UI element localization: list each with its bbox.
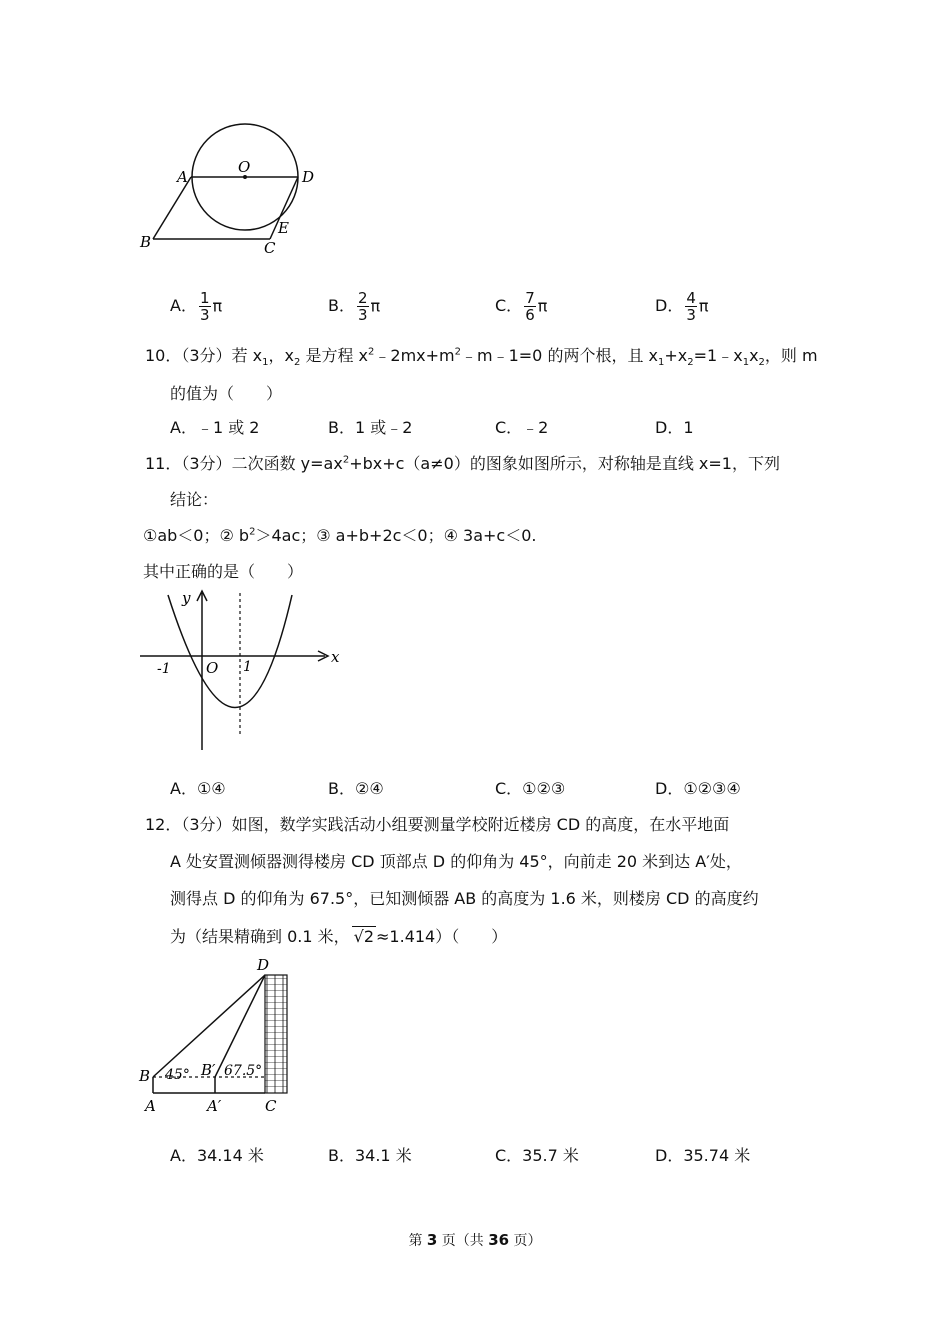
label-A: A [145,1097,156,1115]
q12-stem-line2: A 处安置测倾器测得楼房 CD 顶部点 D 的仰角为 45°，向前走 20 米到达 A′处， [170,852,742,871]
q11-option-c[interactable]: C．①②③ [495,779,566,798]
label-B-prime: B′ [201,1061,216,1079]
q9-option-a[interactable]: A． $\frac{1}{3}$ π [170,289,223,324]
fraction: $\frac{7}{6}$ [525,289,535,324]
label-D: D [257,956,270,974]
q11-conditions: ①ab＜0；② $b^2>4ac$；③ a+b+2c＜0；④ 3a+c＜0. [143,526,537,545]
label-A-prime: A′ [207,1097,222,1115]
figure-parabola-graph [130,585,350,765]
q12-stem-line1: 12．（3分）如图，数学实践活动小组要测量学校附近楼房 CD 的高度，在水平地面 [145,815,730,834]
q12-option-d[interactable]: D．35.74 米 [655,1146,751,1165]
q10-stem-line2: 的值为（ ） [170,384,283,403]
q11-option-a[interactable]: A．①④ [170,779,226,798]
q11-stem-line2: 结论： [170,490,219,509]
q11-question: 其中正确的是（ ） [143,562,304,581]
tick-label-1: 1 [243,659,252,675]
label-O: O [238,158,251,176]
label-D: D [302,168,315,186]
angle-45: 45° [165,1067,190,1083]
tick-label-neg1: -1 [157,661,171,677]
q9-option-b[interactable]: B． $\frac{2}{3}$ π [328,289,381,324]
fraction: $\frac{4}{3}$ [686,289,696,324]
axis-label-y: y [182,589,191,607]
angle-67-5: 67.5° [224,1063,263,1079]
label-B: B [140,233,152,251]
q11-option-b[interactable]: B．②④ [328,779,384,798]
q11-option-d[interactable]: D．①②③④ [655,779,741,798]
label-A: A [177,168,188,186]
label-C: C [264,239,276,257]
q9-option-c[interactable]: C． $\frac{7}{6}$ π [495,289,548,324]
label-C: C [265,1097,277,1115]
q12-option-b[interactable]: B．34.1 米 [328,1146,412,1165]
total-pages: 36 [488,1231,510,1249]
fraction: $\frac{1}{3}$ [199,289,210,324]
q12-stem-line3: 测得点 D 的仰角为 67.5°，已知测倾器 AB 的高度为 1.6 米，则楼房 CD 的高度约 [170,889,759,908]
q10-option-c[interactable]: C．﹣2 [495,418,549,437]
q9-option-d[interactable]: D． $\frac{4}{3}$ π [655,289,709,324]
figure-building-angles [135,955,305,1120]
q11-stem-line1: 11．（3分）二次函数 $y=ax^2+bx+c(a\ne 0)$的图象如图所示，对称轴是直线 x=1，下列 [145,454,780,473]
q12-option-c[interactable]: C．35.7 米 [495,1146,579,1165]
fraction: $\frac{2}{3}$ [357,289,368,324]
label-B: B [139,1067,151,1085]
label-E: E [278,219,289,237]
current-page: 3 [426,1231,438,1249]
q12-option-a[interactable]: A．34.14 米 [170,1146,264,1165]
page-footer: 第 3 页（共 36 页） [408,1231,542,1249]
q12-stem-line4: 为（结果精确到 0.1 米， √2 ≈1.414）（ ） [170,927,508,946]
sqrt-symbol: √2 [353,927,375,946]
figure-circle-parallelogram [130,115,330,260]
q10-stem-line1: 10．（3分）若 $x_1$，$x_2$ 是方程 $x^2﹣2mx+m^2﹣m﹣1=0$ 的两个根，且 $x_1+x_2=1﹣x_1x_2$，则 m [145,346,818,369]
q10-option-a[interactable]: A．﹣1 或 2 [170,418,260,437]
origin-label: O [206,659,219,677]
axis-label-x: x [331,648,340,666]
q10-option-b[interactable]: B．1 或﹣2 [328,418,413,437]
q10-option-d[interactable]: D．1 [655,418,694,437]
